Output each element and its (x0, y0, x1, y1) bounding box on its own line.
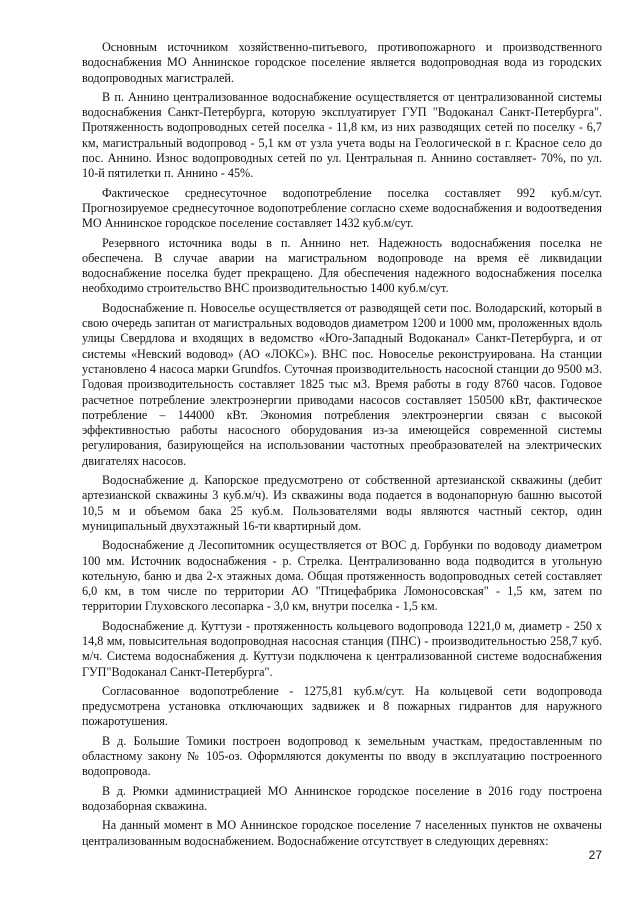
paragraph-ryumki-well: В д. Рюмки администрацией МО Аннинское городское поселение в 2016 году построена водозаборная скважина. (82, 783, 602, 813)
paragraph-kaporskoe-supply: Водоснабжение д. Капорское предусмотрено от собственной артезианской скважины (дебит артезианской скважины 3 куб.м/ч). Из скважины вода подается в водонапорную башню высотой 10,5 м и объемом бака 25 куб.м. Пользователями воды являются частный сектор, один муниципальный двухэтажный 16-ти квартирный дом. (82, 473, 602, 533)
paragraph-uncovered-settlements: На данный момент в МО Аннинское городское поселение 7 населенных пунктов не охвачены централизованным водоснабжением. Водоснабжение отсутствует в следующих деревнях: (82, 818, 602, 848)
paragraph-bolshie-tomiki: В д. Большие Томики построен водопровод к земельным участкам, предоставленным по областному закону № 105-оз. Оформляются документы по вводу в эксплуатацию построенного водопровода. (82, 733, 602, 779)
page-number: 27 (588, 848, 602, 862)
paragraph-novoselye-supply: Водоснабжение п. Новоселье осуществляется от разводящей сети пос. Володарский, который в свою очередь запитан от магистральных водоводов диаметром 1200 и 1000 мм, проложенных вдоль улицы Свердлова и входящих в ведомство «Юго-Западный Водоканал» Санкт-Петербурга, и от системы «Невский водовод» (АО «ЛОКС»). ВНС пос. Новоселье реконструирована. На станции установлено 4 насоса марки Grundfos. Суточная производительность насосной станции до 9500 м3. Годовая производительность составляет 1825 тыс м3. Время работы в году 8760 часов. Годовое расчетное потребление электроэнергии приводами насосов составляет 150500 кВт, фактическое потребление – 144000 кВт. Экономия потребления электроэнергии связан с высокой эффективностью работы насосного оборудования из-за имеющейся современной системы регулирования, базирующейся на использовании частотных преобразователей на электрических двигателях насосов. (82, 300, 602, 468)
document-body (82, 40, 602, 849)
paragraph-annino-supply: В п. Аннино централизованное водоснабжение осуществляется от централизованной системы водоснабжения Санкт-Петербурга, которую эксплуатирует ГУП "Водоканал Санкт-Петербурга". Протяженность водопроводных сетей поселка - 11,8 км, из них разводящих сетей по поселку - 6,7 км, магистральный водопровод - 5,1 км от узла учета воды на Геологической в г. Красное село до пос. Аннино. Износ водопроводных сетей по ул. Центральная п. Аннино составляет- 70%, по ул. 10-й пятилетки п. Аннино - 45%. (82, 89, 602, 181)
paragraph-lesopitomnik-supply: Водоснабжение д Лесопитомник осуществляется от ВОС д. Горбунки по водоводу диаметром 100 мм. Источник водоснабжения - р. Стрелка. Централизованно вода подводится в угольную котельную, баню и два 2-х этажных дома. Общая протяженность водопроводных сетей составляет 6,0 км, в том числе по территории АО "Птицефабрика Ломоносовская" - 1,5 км, затем по территории Глуховского лесопарка - 3,0 км, внутри поселка - 1,5 км. (82, 538, 602, 614)
paragraph-annino-consumption: Фактическое среднесуточное водопотребление поселка составляет 992 куб.м/сут. Прогнозируемое среднесуточное водопотребление согласно схеме водоснабжения и водоотведения МО Аннинское городское поселение составляет 1432 куб.м/сут. (82, 185, 602, 231)
paragraph-kuttuzi-consumption: Согласованное водопотребление - 1275,81 куб.м/сут. На кольцевой сети водопровода предусмотрена установка отключающих задвижек и 8 пожарных гидрантов для наружного пожаротушения. (82, 683, 602, 729)
paragraph-annino-reserve: Резервного источника воды в п. Аннино нет. Надежность водоснабжения поселка не обеспечена. В случае аварии на магистральном водопроводе на время её ликвидации водоснабжение поселка будет прекращено. Для обеспечения надежного водоснабжения поселка необходимо строительство ВНС производительностью 1400 куб.м/сут. (82, 235, 602, 296)
paragraph-kuttuzi-supply: Водоснабжение д. Куттузи - протяженность кольцевого водопровода 1221,0 м, диаметр - 250 х 14,8 мм, повысительная водопроводная насосная станция (ПНС) - производительностью 258,7 куб. м/ч. Система водоснабжения д. Куттузи подключена к централизованной системе водоснабжения ГУП"Водоканал Санкт-Петербурга". (82, 618, 602, 679)
paragraph-main-water-source: Основным источником хозяйственно-питьевого, противопожарного и производственного водоснабжения МО Аннинское городское поселение является водопроводная вода из городских водопроводных магистралей. (82, 40, 602, 85)
